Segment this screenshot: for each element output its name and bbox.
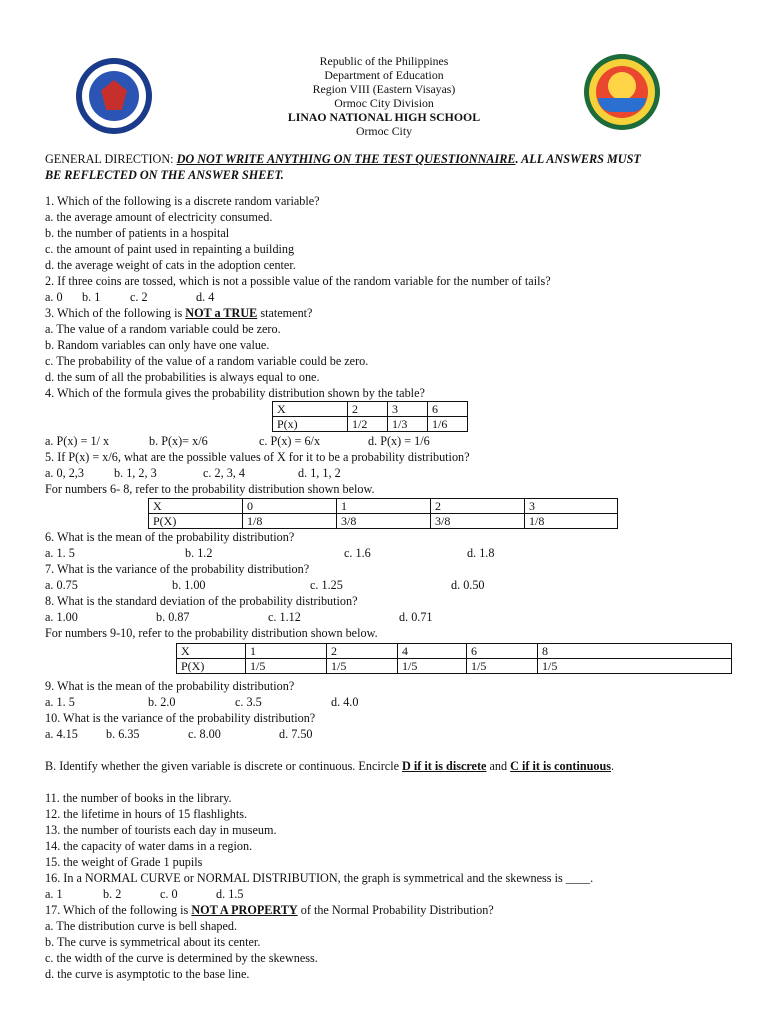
q10-choice-d: d. 7.50 bbox=[279, 727, 313, 741]
table-row bbox=[149, 514, 618, 529]
q1-choice-c: c. the amount of paint used in repainting a building bbox=[45, 242, 295, 256]
list-item: 11. the number of books in the library. bbox=[45, 791, 232, 805]
question-9: 9. What is the mean of the probability distribution? bbox=[45, 679, 295, 693]
general-direction-line2: BE REFLECTED ON THE ANSWER SHEET. bbox=[45, 168, 284, 182]
table-cell: 3 bbox=[525, 499, 618, 514]
table-cell: 3/8 bbox=[337, 514, 431, 529]
q6-choice-b: b. 1.2 bbox=[185, 546, 213, 560]
list-item: 12. the lifetime in hours of 15 flashlights. bbox=[45, 807, 248, 821]
q16-choice-a: a. 1 bbox=[45, 887, 63, 901]
q10-choice-a: a. 4.15 bbox=[45, 727, 78, 741]
q17-choice-c: c. the width of the curve is determined by the skewness. bbox=[45, 951, 318, 965]
school-name: LINAO NATIONAL HIGH SCHOOL bbox=[287, 110, 481, 124]
question-3: 3. Which of the following is NOT a TRUE statement? bbox=[45, 306, 313, 320]
q4-choice-a: a. P(x) = 1/ x bbox=[45, 434, 110, 448]
q9-choice-a: a. 1. 5 bbox=[45, 695, 75, 709]
q2-choice-a: a. 0 bbox=[45, 290, 63, 304]
direction-emphasis: DO NOT WRITE ANYTHING ON THE TEST QUESTIONNAIRE bbox=[176, 152, 516, 166]
table-cell: 1/8 bbox=[525, 514, 618, 529]
table-cell: P(x) bbox=[273, 417, 348, 432]
q5-choice-d: d. 1, 1, 2 bbox=[298, 466, 341, 480]
q4-distribution-table bbox=[272, 401, 468, 432]
q3-choice-a: a. The value of a random variable could be zero. bbox=[45, 322, 281, 336]
table-cell: 1/5 bbox=[467, 659, 538, 674]
table-cell: X bbox=[273, 402, 348, 417]
table-cell: 3/8 bbox=[431, 514, 525, 529]
question-17: 17. Which of the following is NOT A PROPERTY of the Normal Probability Distribution? bbox=[45, 903, 494, 917]
table-cell: 2 bbox=[348, 402, 388, 417]
table-row bbox=[149, 499, 618, 514]
table-cell: 1/5 bbox=[327, 659, 398, 674]
q7-choice-d: d. 0.50 bbox=[451, 578, 485, 592]
header-line: Department of Education bbox=[324, 68, 444, 82]
refer-note-6-8: For numbers 6- 8, refer to the probability distribution shown below. bbox=[45, 482, 375, 496]
q16-choice-b: b. 2 bbox=[103, 887, 122, 901]
q8-choice-d: d. 0.71 bbox=[399, 610, 433, 624]
refer-note-9-10: For numbers 9-10, refer to the probability distribution shown below. bbox=[45, 626, 378, 640]
q16-choice-d: d. 1.5 bbox=[216, 887, 244, 901]
header-line: Ormoc City Division bbox=[334, 96, 434, 110]
table-cell: 1/3 bbox=[388, 417, 428, 432]
question-8: 8. What is the standard deviation of the probability distribution? bbox=[45, 594, 358, 608]
table-row bbox=[177, 659, 732, 674]
q2-choice-c: c. 2 bbox=[130, 290, 148, 304]
q10-choice-b: b. 6.35 bbox=[106, 727, 140, 741]
q3-choice-d: d. the sum of all the probabilities is always equal to one. bbox=[45, 370, 320, 384]
q4-choice-d: d. P(x) = 1/6 bbox=[368, 434, 430, 448]
table-cell: 1/8 bbox=[243, 514, 337, 529]
city-name: Ormoc City bbox=[355, 124, 413, 138]
q8-choice-a: a. 1.00 bbox=[45, 610, 78, 624]
question-16: 16. In a NORMAL CURVE or NORMAL DISTRIBUTION, the graph is symmetrical and the skewness is ____. bbox=[45, 871, 594, 885]
table-cell: 0 bbox=[243, 499, 337, 514]
part-b-instruction: B. Identify whether the given variable is discrete or continuous. Encircle D if it is discrete and C if it is continuous. bbox=[45, 759, 615, 773]
table-cell: 1/5 bbox=[538, 659, 732, 674]
question-6: 6. What is the mean of the probability distribution? bbox=[45, 530, 295, 544]
list-item: 13. the number of tourists each day in museum. bbox=[45, 823, 277, 837]
list-item: 14. the capacity of water dams in a region. bbox=[45, 839, 253, 853]
q5-choice-b: b. 1, 2, 3 bbox=[114, 466, 157, 480]
table-cell: P(X) bbox=[149, 514, 243, 529]
table-cell: 6 bbox=[467, 644, 538, 659]
q17-choice-b: b. The curve is symmetrical about its center. bbox=[45, 935, 261, 949]
table-row bbox=[177, 644, 732, 659]
q6-choice-c: c. 1.6 bbox=[344, 546, 371, 560]
q9-choice-c: c. 3.5 bbox=[235, 695, 262, 709]
q7-choice-c: c. 1.25 bbox=[310, 578, 343, 592]
q4-choice-b: b. P(x)= x/6 bbox=[149, 434, 208, 448]
table-cell: 2 bbox=[327, 644, 398, 659]
q9-choice-d: d. 4.0 bbox=[331, 695, 359, 709]
q2-choice-b: b. 1 bbox=[82, 290, 101, 304]
q10-choice-c: c. 8.00 bbox=[188, 727, 221, 741]
general-direction: GENERAL DIRECTION: DO NOT WRITE ANYTHING ON THE TEST QUESTIONNAIRE. ALL ANSWERS MUST bbox=[45, 152, 641, 166]
table-row bbox=[273, 402, 468, 417]
q2-choice-d: d. 4 bbox=[196, 290, 215, 304]
question-4: 4. Which of the formula gives the probability distribution shown by the table? bbox=[45, 386, 425, 400]
table-cell: 1/5 bbox=[246, 659, 327, 674]
q3-choice-c: c. The probability of the value of a random variable could be zero. bbox=[45, 354, 369, 368]
table-cell: 8 bbox=[538, 644, 732, 659]
table-cell: X bbox=[149, 499, 243, 514]
table-cell: 3 bbox=[388, 402, 428, 417]
q9-choice-b: b. 2.0 bbox=[148, 695, 176, 709]
question-2: 2. If three coins are tossed, which is not a possible value of the random variable for the number of tails? bbox=[45, 274, 551, 288]
q17-choice-d: d. the curve is asymptotic to the base line. bbox=[45, 967, 250, 981]
table-cell: 1/5 bbox=[398, 659, 467, 674]
table-row bbox=[273, 417, 468, 432]
q4-choice-c: c. P(x) = 6/x bbox=[259, 434, 321, 448]
q1-choice-a: a. the average amount of electricity consumed. bbox=[45, 210, 273, 224]
table-cell: 1/2 bbox=[348, 417, 388, 432]
table-cell: 4 bbox=[398, 644, 467, 659]
question-5: 5. If P(x) = x/6, what are the possible values of X for it to be a probability distribution? bbox=[45, 450, 470, 464]
q3-choice-b: b. Random variables can only have one value. bbox=[45, 338, 270, 352]
q8-choice-c: c. 1.12 bbox=[268, 610, 301, 624]
question-10: 10. What is the variance of the probability distribution? bbox=[45, 711, 316, 725]
q8-choice-b: b. 0.87 bbox=[156, 610, 190, 624]
table-cell: P(X) bbox=[177, 659, 246, 674]
q1-choice-d: d. the average weight of cats in the adoption center. bbox=[45, 258, 296, 272]
table-cell: 1 bbox=[246, 644, 327, 659]
q5-choice-a: a. 0, 2,3 bbox=[45, 466, 84, 480]
header-line: Region VIII (Eastern Visayas) bbox=[312, 82, 456, 96]
table-cell: 6 bbox=[428, 402, 468, 417]
q1-choice-b: b. the number of patients in a hospital bbox=[45, 226, 230, 240]
table-cell: 1/6 bbox=[428, 417, 468, 432]
q6-choice-d: d. 1.8 bbox=[467, 546, 495, 560]
list-item: 15. the weight of Grade 1 pupils bbox=[45, 855, 203, 869]
document-header bbox=[0, 54, 768, 138]
q16-choice-c: c. 0 bbox=[160, 887, 178, 901]
q6-8-distribution-table bbox=[148, 498, 618, 529]
table-cell: 1 bbox=[337, 499, 431, 514]
header-line: Republic of the Philippines bbox=[319, 54, 449, 68]
question-1: 1. Which of the following is a discrete random variable? bbox=[45, 194, 320, 208]
q6-choice-a: a. 1. 5 bbox=[45, 546, 75, 560]
q7-choice-a: a. 0.75 bbox=[45, 578, 78, 592]
table-cell: 2 bbox=[431, 499, 525, 514]
q5-choice-c: c. 2, 3, 4 bbox=[203, 466, 245, 480]
q9-10-distribution-table bbox=[176, 643, 732, 674]
table-cell: X bbox=[177, 644, 246, 659]
q7-choice-b: b. 1.00 bbox=[172, 578, 206, 592]
question-7: 7. What is the variance of the probability distribution? bbox=[45, 562, 310, 576]
q17-choice-a: a. The distribution curve is bell shaped. bbox=[45, 919, 238, 933]
